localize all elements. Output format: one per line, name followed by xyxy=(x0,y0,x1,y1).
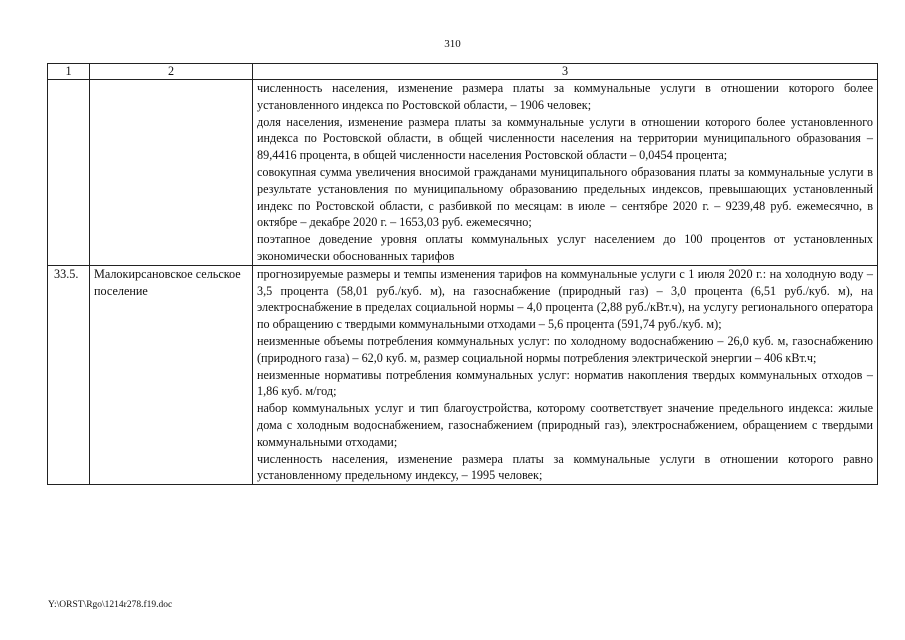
paragraph: набор коммунальных услуг и тип благоустройства, которому соответствует значение предельного индекса: жилые дома с холодным водоснабжением, газоснабжением (природный газ), электроснабжением, обращением с твердыми коммунальными отходами; xyxy=(257,401,873,449)
table-row-33-5 xyxy=(48,265,878,484)
header-col-1: 1 xyxy=(48,64,90,80)
table-header-row xyxy=(48,64,878,80)
header-col-2: 2 xyxy=(90,64,253,80)
paragraph: прогнозируемые размеры и темпы изменения тарифов на коммунальные услуги с 1 июля 2020 г.: на холодную воду – 3,5 процента (58,01 руб./куб. м), на газоснабжение (природный газ) – 3,0 процента (6,51 руб./куб. м), на электроснабжение в пределах социальной нормы – 4,0 процента (2,88 руб./кВт.ч), на услугу регионального оператора по обращению с твердыми коммунальными отходами – 5,6 процента (591,74 руб./куб. м); xyxy=(257,266,873,332)
paragraph: численность населения, изменение размера платы за коммунальные услуги в отношении которого равно установленному предельному индексу, – 1995 человек; xyxy=(257,451,873,483)
continuation-text-cell xyxy=(253,80,878,266)
paragraph: неизменные нормативы потребления коммунальных услуг: норматив накопления твердых коммунальных отходов – 1,86 куб. м/год; xyxy=(257,367,873,399)
tariff-table xyxy=(47,63,878,485)
row-settlement-name: Малокирсановское сельское поселение xyxy=(90,265,253,484)
paragraph: доля населения, изменение размера платы за коммунальные услуги в отношении которого более установленного индекса по Ростовской области, в общей численности населения на территории муниципального образования – 89,4416 процента, в общей численности населения Ростовской области – 0,0454 процента; xyxy=(257,114,873,163)
footer-file-path: Y:\ORST\Rgo\1214r278.f19.doc xyxy=(48,600,173,610)
paragraph: совокупная сумма увеличения вносимой гражданами муниципального образования платы за коммунальные услуги в результате установления по муниципальному образованию предельных индексов, превышающих установленный индекс по Ростовской области, с разбивкой по месяцам: в июле – сентябре 2020 г. – 9239,48 руб. ежемесячно, в октябре – декабре 2020 г. – 1653,03 руб. ежемесячно; xyxy=(257,164,873,230)
row-name-empty xyxy=(90,80,253,266)
page-number: 310 xyxy=(444,38,461,50)
row-number-empty xyxy=(48,80,90,266)
row-number: 33.5. xyxy=(48,265,90,484)
header-col-3: 3 xyxy=(253,64,878,80)
table-row-continuation xyxy=(48,80,878,266)
paragraph: поэтапное доведение уровня оплаты коммунальных услуг населением до 100 процентов от установленных экономически обоснованных тарифов xyxy=(257,232,873,263)
paragraph: неизменные объемы потребления коммунальных услуг: по холодному водоснабжению – 26,0 куб. м, газоснабжению (природного газа) – 62,0 куб. м, размер социальной нормы потребления электрической энергии – 406 кВт.ч; xyxy=(257,333,873,365)
paragraph: численность населения, изменение размера платы за коммунальные услуги в отношении которого более установленного индекса по Ростовской области, – 1906 человек; xyxy=(257,81,873,112)
entry-text-cell xyxy=(253,265,878,484)
